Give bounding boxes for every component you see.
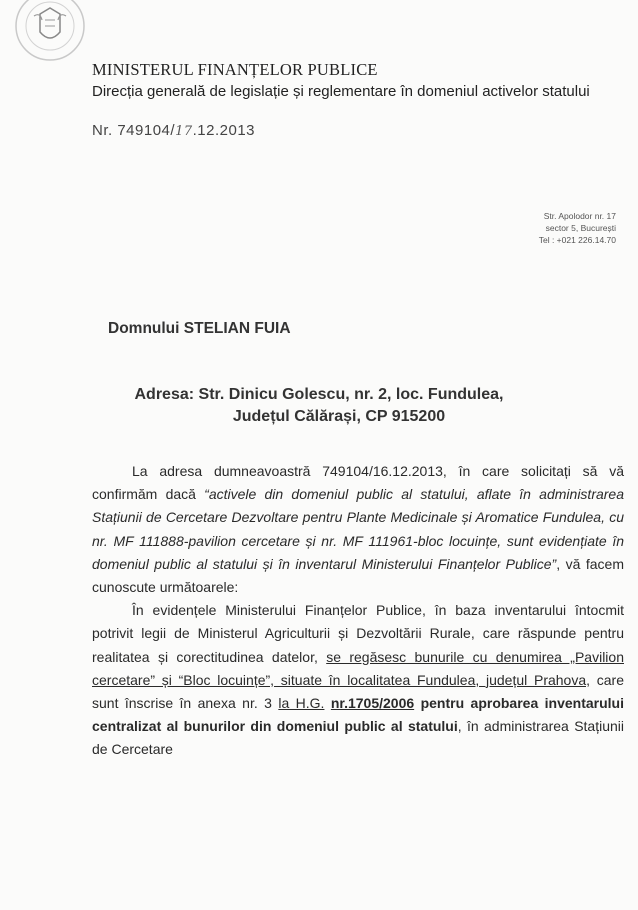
handwritten-day: 17: [175, 124, 193, 139]
coat-of-arms-seal-icon: [14, 0, 92, 72]
text: care sunt înscrise în anexa nr. 3: [92, 671, 624, 712]
bold-underlined-text: nr.1705/2006: [330, 695, 415, 712]
underlined-text: la H.G.: [278, 695, 325, 712]
number-date: .12.2013: [192, 122, 255, 139]
sender-address-line: sector 5, București: [545, 223, 616, 233]
directorate-name: Direcția generală de legislație și reglementare în domeniul activelor statului: [92, 83, 590, 100]
text: , în administrarea Stațiunii de Cercetare: [92, 718, 625, 758]
text: În evidențele Ministerului Finanțelor Publice, în baza inventarului întocmit potrivit legii de Ministerul Agriculturii și Dezvoltării Rurale, care răspunde pentru realitatea și corectitudinea datelor,: [92, 602, 624, 665]
recipient-address-line: Adresa: Str. Dinicu Golescu, nr. 2, loc. Fundulea,: [134, 386, 504, 403]
recipient-address: [0, 384, 638, 428]
number-prefix: Nr. 749104/: [92, 122, 176, 139]
paragraph: [92, 599, 624, 761]
sender-address: [539, 210, 616, 246]
underlined-text: se regăsesc bunurile cu denumirea „Pavilion cercetare” și “Bloc locuințe”, situate în localitatea Fundulea, județul Prahova,: [92, 648, 624, 688]
recipient-address-line: Județul Călărași, CP 915200: [232, 408, 446, 425]
text: La adresa dumneavoastră 749104/16.12.2013, în care solicitați să vă confirmăm dacă: [92, 463, 624, 503]
ministry-name: MINISTERUL FINANȚELOR PUBLICE: [92, 60, 378, 79]
text: , vă facem cunoscute următoarele:: [92, 555, 624, 596]
quoted-request: “activele din domeniul public al statului, aflate în administrarea Stațiunii de Cercetare Dezvoltare pentru Plante Medicinale și Aromatice Fundulea, cu nr. MF 111888-pavilion cercetare și nr. MF 111961-bloc locuințe, sunt evidențiate în domeniul public al statului și în inventarul Ministerului Finanțelor Publice”: [92, 486, 624, 572]
paragraph: [92, 460, 624, 599]
sender-address-line: Tel : +021 226.14.70: [538, 235, 616, 245]
document-number: [92, 122, 255, 139]
sender-address-line: Str. Apolodor nr. 17: [543, 211, 616, 221]
letter-body: [92, 460, 624, 762]
bold-text: pentru aprobarea inventarului centralizat al bunurilor din domeniul public al statului: [92, 695, 624, 735]
recipient-name: Domnului STELIAN FUIA: [108, 320, 291, 337]
